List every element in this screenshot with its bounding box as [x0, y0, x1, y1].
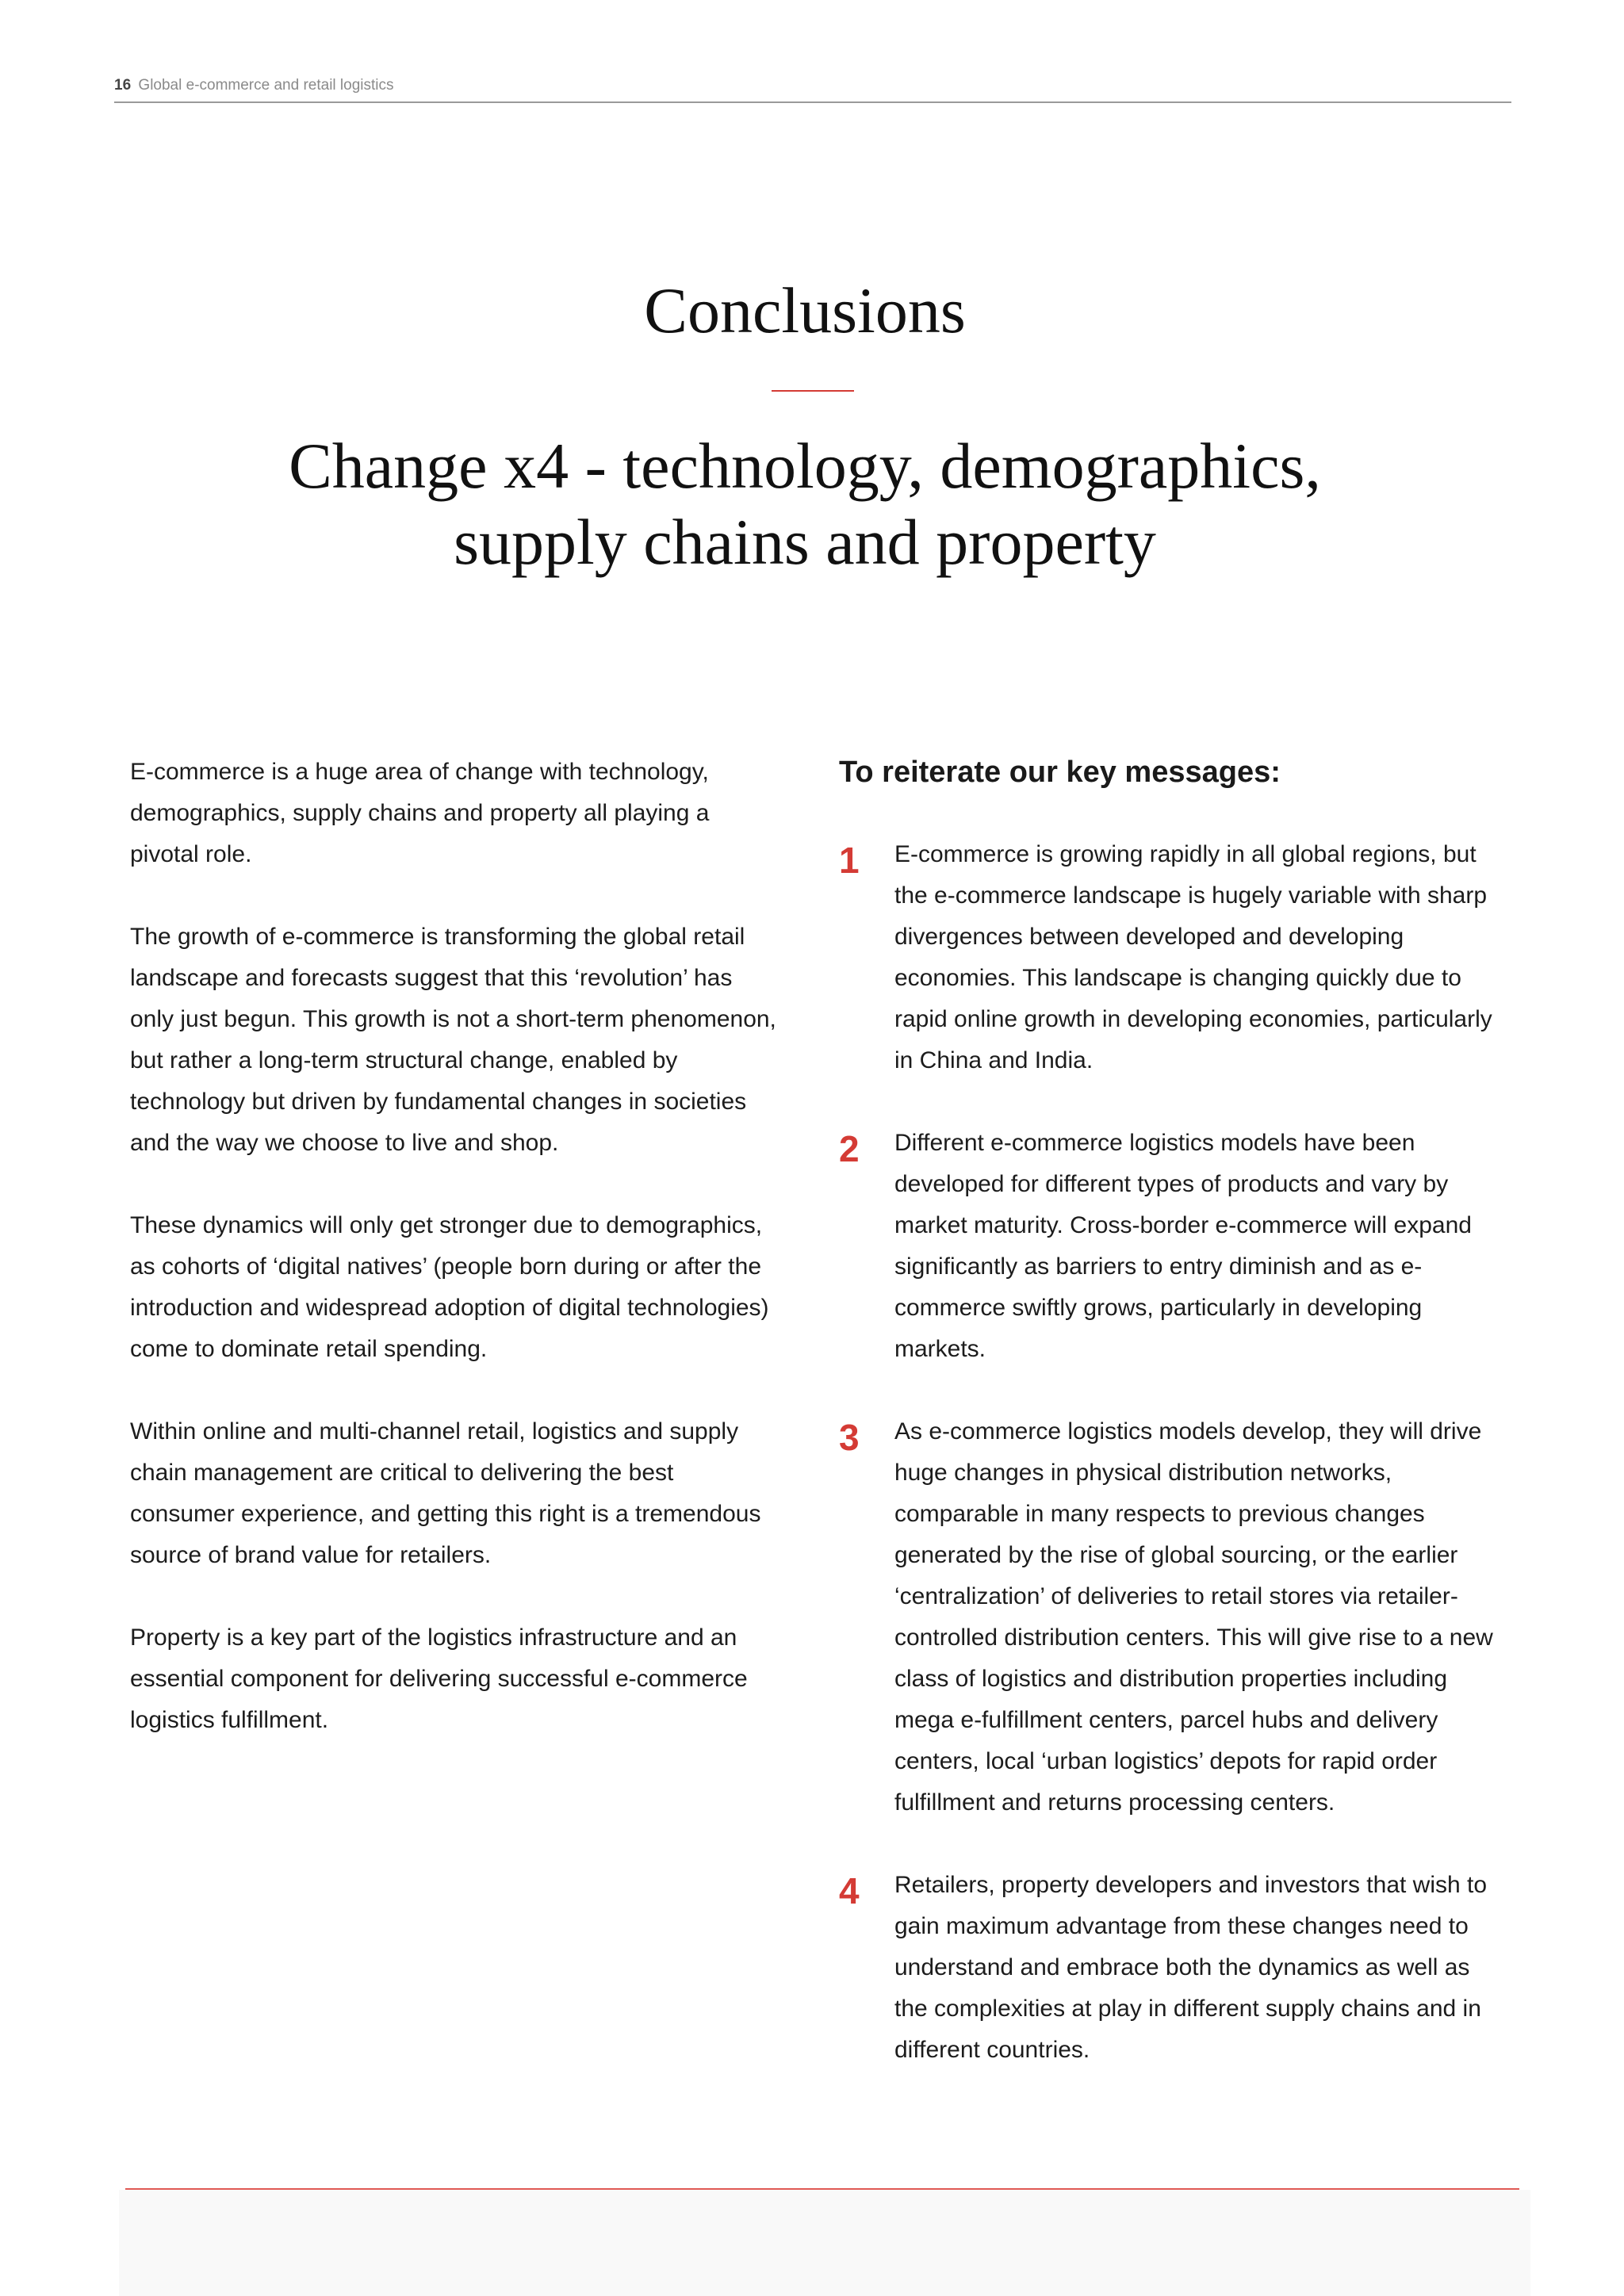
intro-paragraph: Within online and multi-channel retail, logistics and supply chain management are critical to delivering the best consumer experience, and getting this right is a tremendous source of brand value for retailers. — [130, 1418, 761, 1568]
key-message-item — [839, 834, 1505, 1081]
key-message-item — [839, 1411, 1505, 1823]
page-subtitle — [0, 428, 1610, 580]
key-message-number: 3 — [839, 1417, 860, 1458]
running-header — [114, 76, 1511, 103]
intro-paragraph: E-commerce is a huge area of change with technology, demographics, supply chains and property all playing a pivotal role. — [130, 759, 710, 867]
intro-paragraph: Property is a key part of the logistics infrastructure and an essential component for delivering successful e-commerce logistics fulfillment. — [130, 1624, 748, 1733]
key-messages — [839, 752, 1505, 2112]
intro-paragraph: These dynamics will only get stronger due to demographics, as cohorts of ‘digital natives’ (people born during or after the introduction and widespread adoption of digital technologies) come to dominate retail spending. — [130, 1212, 769, 1362]
page-number: 16 — [114, 77, 132, 94]
key-message-text: E-commerce is growing rapidly in all global regions, but the e-commerce landscape is hugely variable with sharp divergences between developed and developing economies. This landscape is changing quickly due to rapid online growth in developing economies, particularly in China and India. — [894, 841, 1492, 1073]
subtitle-line-2: supply chains and property — [454, 506, 1156, 578]
key-messages-heading: To reiterate our key messages: — [839, 756, 1281, 789]
key-message-item — [839, 1123, 1505, 1370]
key-message-number: 4 — [839, 1870, 860, 1911]
key-message-item — [839, 1865, 1505, 2071]
key-message-text: Different e-commerce logistics models have been developed for different types of products and vary by market maturity. Cross-border e-commerce will expand significantly as barriers to entry diminish and as e-commerce swiftly grows, particularly in developing markets. — [894, 1130, 1472, 1362]
running-title: Global e-commerce and retail logistics — [138, 77, 394, 94]
intro-paragraph: The growth of e-commerce is transforming the global retail landscape and forecasts suggest that this ‘revolution’ has only just begun. This growth is not a short-term phenomenon, but rather a long-term structural change, enabled by technology but driven by fundamental changes in societies and the way we choose to live and shop. — [130, 924, 776, 1156]
key-message-number: 1 — [839, 840, 860, 881]
page-title: Conclusions — [644, 274, 966, 346]
footer-divider — [125, 2188, 1519, 2190]
key-message-text: Retailers, property developers and investors that wish to gain maximum advantage from these changes need to understand and embrace both the dynamics as well as the complexities at play in different supply chains and in different countries. — [894, 1872, 1488, 2063]
title-divider — [772, 390, 854, 392]
key-message-text: As e-commerce logistics models develop, they will drive huge changes in physical distribution networks, comparable in many respects to previous changes generated by the rise of global sourcing, or the earlier ‘centralization’ of deliveries to retail stores via retailer-controlled distribution centers. This will give rise to a new class of logistics and distribution properties including mega e-fulfillment centers, parcel hubs and delivery centers, local ‘urban logistics’ depots for rapid order fulfillment and returns processing centers. — [894, 1418, 1493, 1816]
key-message-number: 2 — [839, 1128, 860, 1169]
intro-column — [130, 752, 780, 1782]
subtitle-line-1: Change x4 - technology, demographics, — [289, 430, 1321, 502]
footer-shade — [119, 2190, 1530, 2296]
